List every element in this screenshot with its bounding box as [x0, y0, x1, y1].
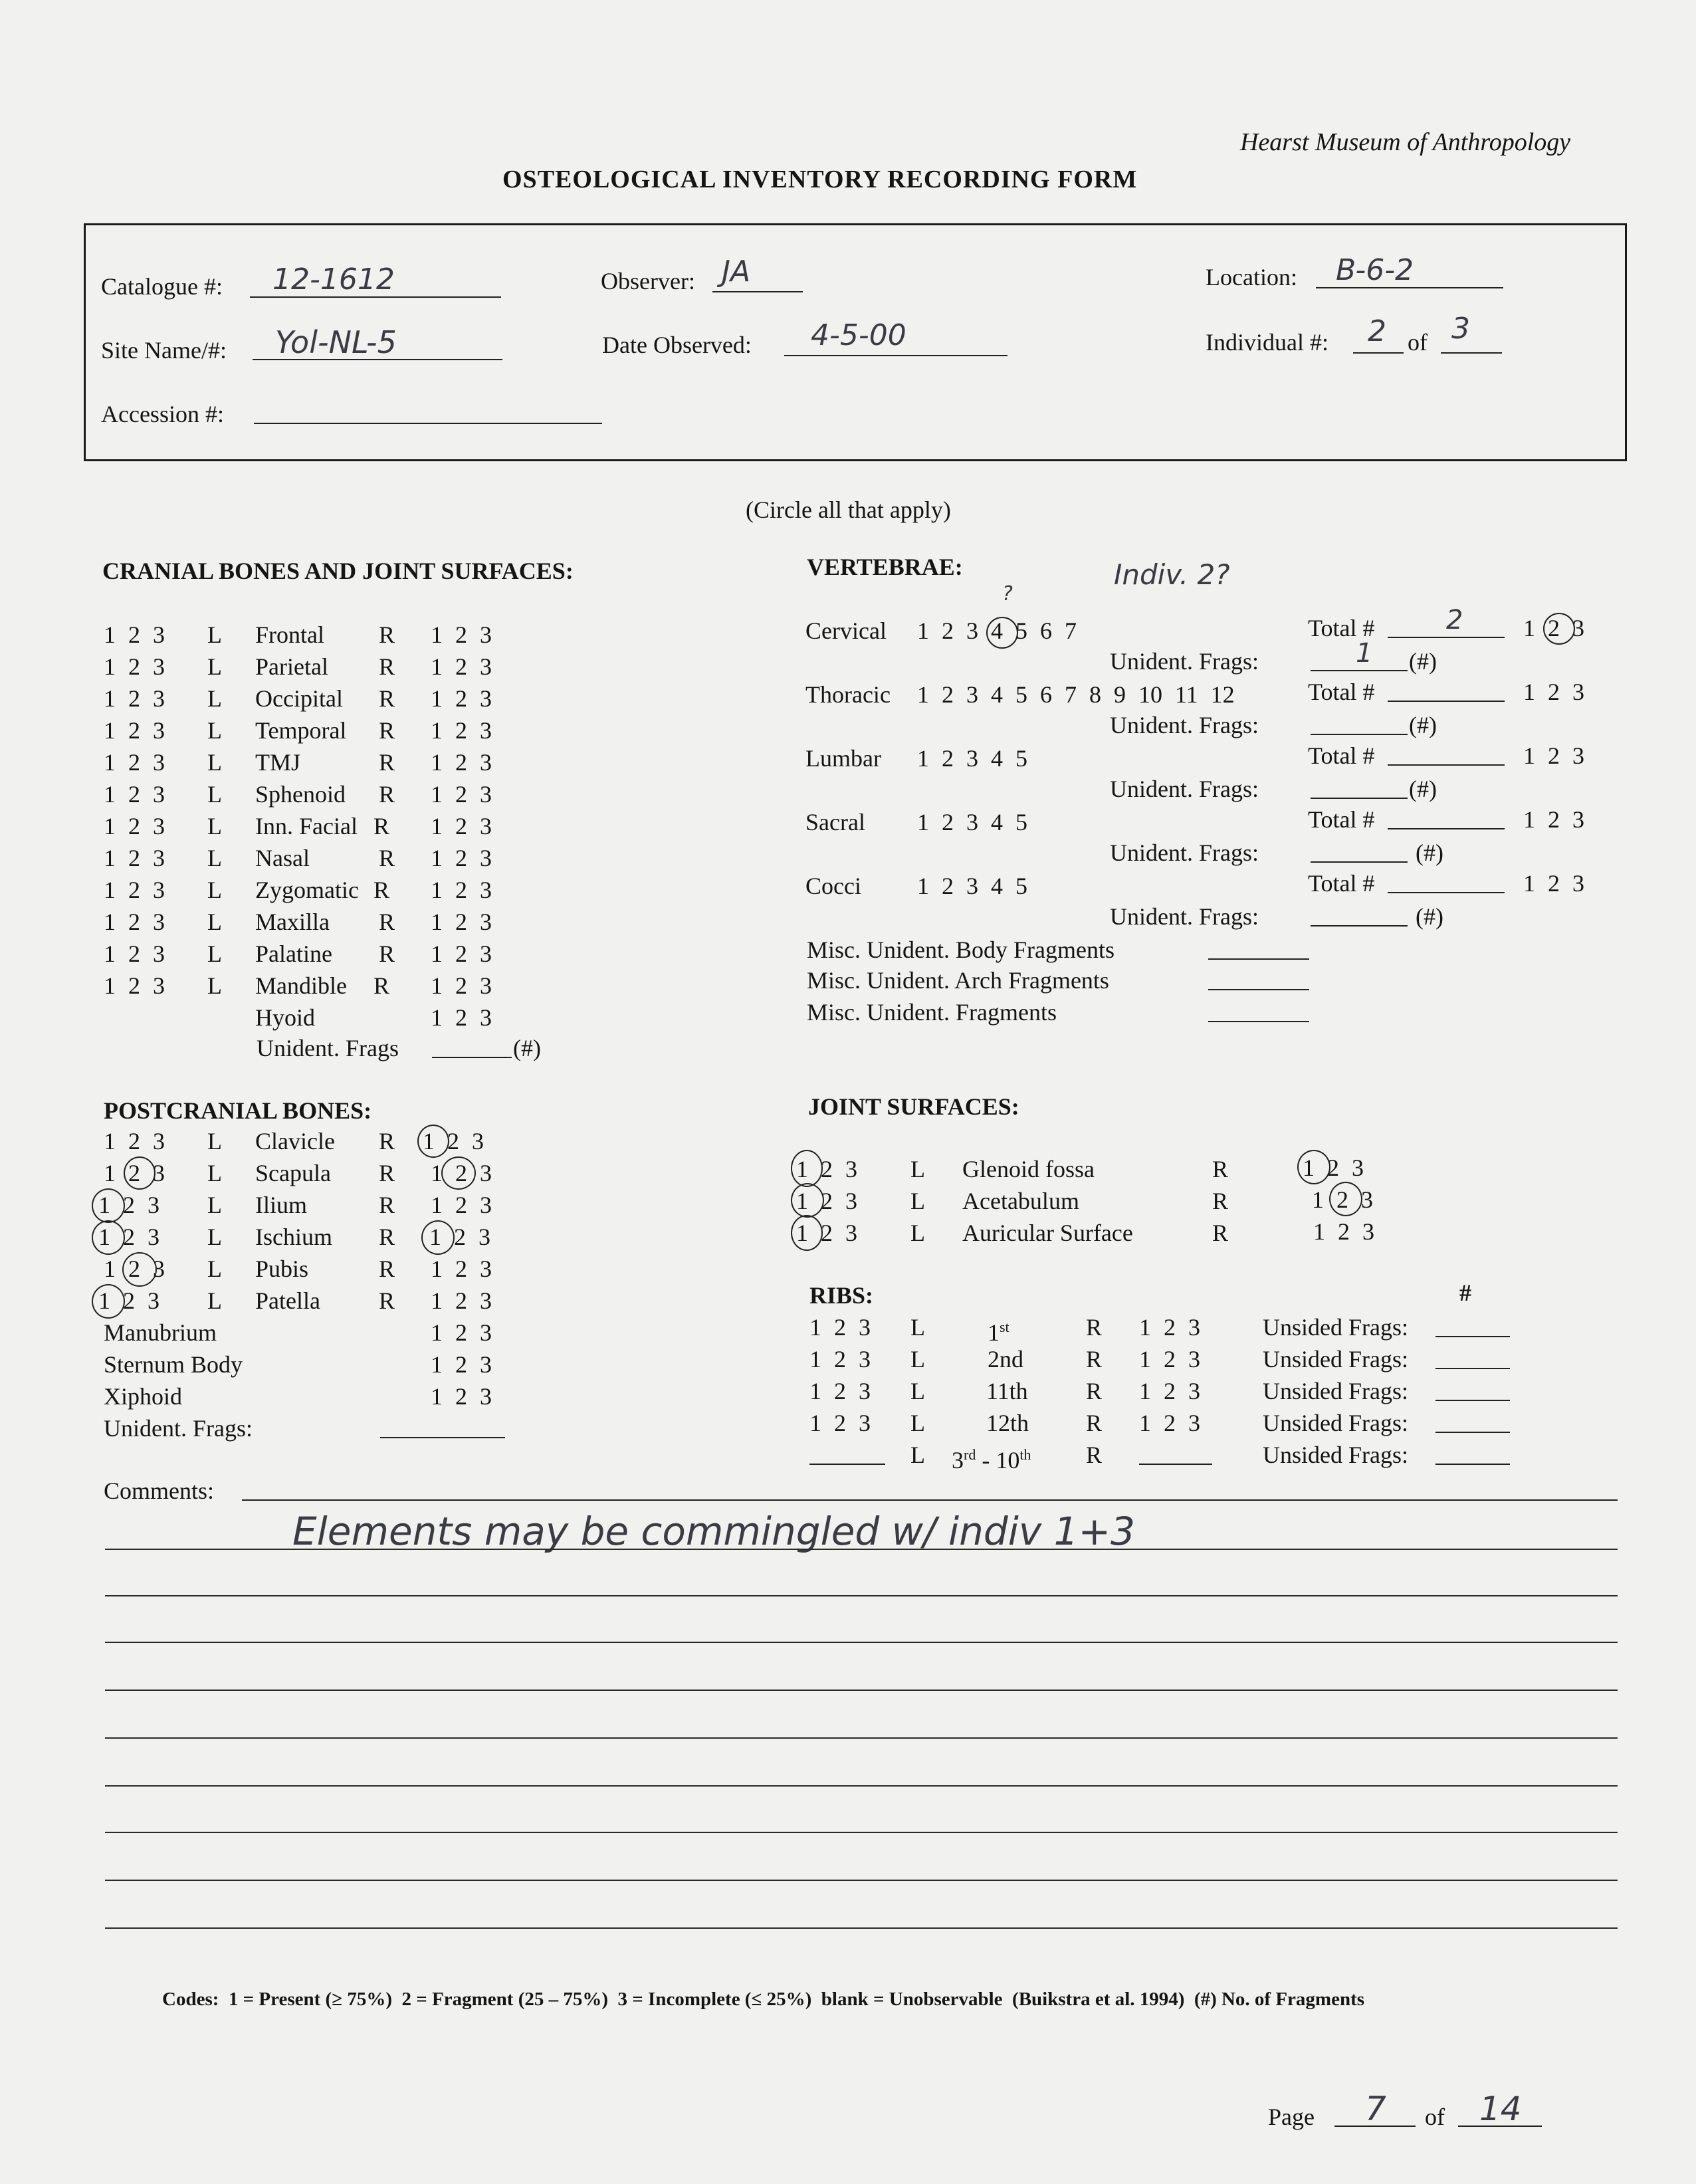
- bone-name: Clavicle: [255, 1128, 335, 1154]
- circle-mark: [92, 1284, 125, 1319]
- hyoid-label: Hyoid: [255, 1004, 315, 1031]
- bone-name: Frontal: [255, 621, 324, 648]
- circle-mark: [791, 1150, 823, 1187]
- bone-name: Ilium: [255, 1192, 307, 1218]
- rib-label: 1st: [988, 1319, 1009, 1346]
- bone-name: Mandible: [255, 972, 347, 999]
- hyoid-codes[interactable]: 1 2 3: [431, 1004, 492, 1031]
- vertebrae-annotation: Indiv. 2?: [1114, 558, 1230, 591]
- bone-name: Zygomatic: [255, 877, 359, 903]
- circle-mark: [1543, 613, 1575, 645]
- joints-heading: JOINT SURFACES:: [808, 1093, 1019, 1120]
- circle-mark: [1329, 1182, 1362, 1216]
- bone-name: Parietal: [255, 653, 328, 680]
- date-value[interactable]: 4-5-00: [811, 318, 906, 352]
- circle-mark: [417, 1125, 449, 1158]
- site-label: Site Name/#:: [101, 337, 227, 364]
- circle-mark: [122, 1252, 157, 1287]
- individual-label: Individual #:: [1206, 329, 1328, 356]
- museum-name: Hearst Museum of Anthropology: [1240, 128, 1571, 156]
- accession-label: Accession #:: [101, 401, 224, 427]
- circle-mark: [124, 1156, 156, 1190]
- codes-legend: Codes: 1 = Present (≥ 75%) 2 = Fragment (25 – 75%) 3 = Incomplete (≤ 25%) blank = Unobservable (Buikstra et al. 1994) (#) No. of Fragments: [162, 1989, 1365, 2010]
- circle-mark: [1297, 1150, 1330, 1184]
- individual-total[interactable]: 3: [1451, 312, 1470, 346]
- location-label: Location:: [1206, 264, 1297, 290]
- instructions: (Circle all that apply): [746, 496, 951, 523]
- page-label: Page: [1268, 2104, 1315, 2130]
- circle-mark: [441, 1156, 476, 1190]
- cranial-heading: CRANIAL BONES AND JOINT SURFACES:: [102, 558, 574, 584]
- date-label: Date Observed:: [602, 332, 752, 358]
- comments-text[interactable]: Elements may be commingled w/ indiv 1+3: [292, 1509, 1136, 1554]
- circle-mark: [986, 617, 1018, 649]
- observer-value[interactable]: JA: [722, 255, 751, 288]
- rib-label: 3rd - 10th: [952, 1446, 1031, 1474]
- bone-name: Maxilla: [255, 909, 330, 935]
- bone-name: Palatine: [255, 940, 332, 967]
- circle-mark: [92, 1188, 125, 1223]
- form-title: OSTEOLOGICAL INVENTORY RECORDING FORM: [502, 165, 1138, 193]
- circle-mark: [791, 1183, 824, 1218]
- page-total[interactable]: 14: [1479, 2090, 1522, 2128]
- postcranial-unident-label: Unident. Frags:: [104, 1415, 253, 1442]
- of-label: of: [1408, 329, 1428, 356]
- ribs-heading: RIBS:: [809, 1282, 874, 1309]
- bone-name: TMJ: [255, 749, 301, 776]
- circle-mark: [421, 1220, 455, 1255]
- bone-name: Sphenoid: [255, 781, 346, 808]
- bone-name: Occipital: [255, 685, 343, 712]
- bone-name: Pubis: [255, 1256, 309, 1282]
- ribs-hash: #: [1459, 1279, 1471, 1306]
- location-value[interactable]: B-6-2: [1336, 253, 1414, 287]
- cranial-unident-label: Unident. Frags: [257, 1035, 399, 1061]
- catalogue-value[interactable]: 12-1612: [272, 263, 395, 296]
- bone-name: Nasal: [255, 845, 310, 871]
- vertebrae-heading: VERTEBRAE:: [807, 554, 963, 580]
- bone-name: Ischium: [255, 1224, 332, 1250]
- postcranial-heading: POSTCRANIAL BONES:: [104, 1097, 372, 1124]
- page-of: of: [1425, 2104, 1445, 2130]
- circle-mark: [92, 1220, 125, 1255]
- bone-name: Inn. Facial: [255, 813, 358, 839]
- observer-label: Observer:: [601, 268, 695, 294]
- site-value[interactable]: Yol-NL-5: [275, 324, 397, 360]
- individual-value[interactable]: 2: [1368, 314, 1386, 348]
- page-value[interactable]: 7: [1365, 2090, 1386, 2128]
- comments-label: Comments:: [104, 1477, 215, 1504]
- bone-name: Scapula: [255, 1160, 331, 1186]
- vertebrae-question: ?: [1002, 582, 1013, 605]
- bone-name: Patella: [255, 1287, 320, 1314]
- bone-name: Temporal: [255, 717, 347, 744]
- circle-mark: [791, 1215, 823, 1251]
- cranial-unident-suffix: (#): [513, 1035, 541, 1061]
- catalogue-label: Catalogue #:: [101, 273, 223, 300]
